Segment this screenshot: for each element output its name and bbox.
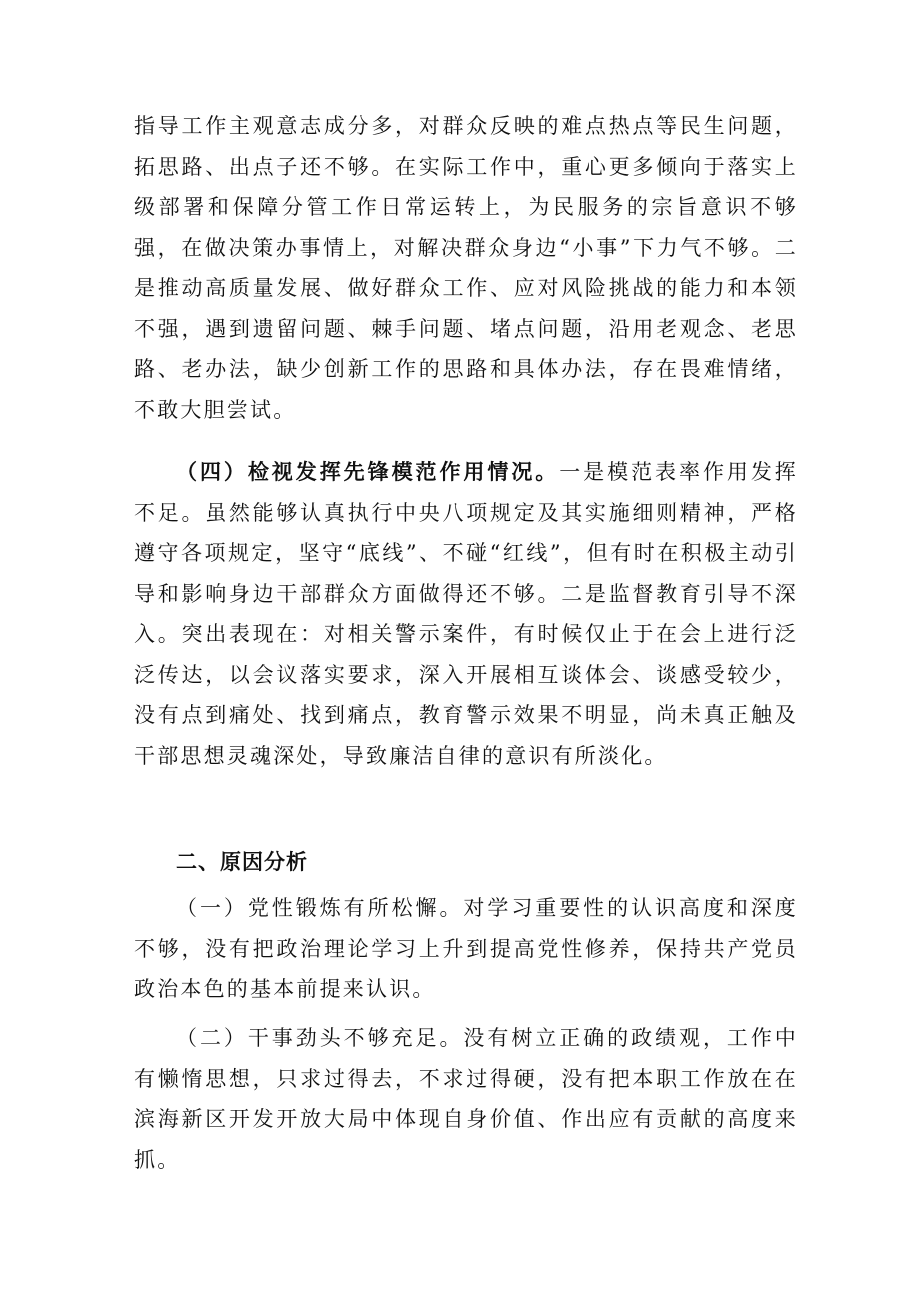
subsection-body-4: 一是模范表率作用发挥不足。虽然能够认真执行中央八项规定及其实施细则精神，严格遵守各项规定，坚守“底线”、不碰“红线”，但有时在积极主动引导和影响身边干部群众方面做得还不够。二是监督教育引导不深入。突出表现在：对相关警示案件，有时候仅止于在会上进行泛泛传达，以会议落实要求，深入开展相互谈体会、谈感受较少，没有点到痛处、找到痛点，教育警示效果不明显，尚未真正触及干部思想灵魂深处，导致廉洁自律的意识有所淡化。 (134, 460, 799, 768)
subsection-heading-4: （四）检视发挥先锋模范作用情况。 (176, 459, 560, 484)
section-heading-cause-analysis: 二、原因分析 (176, 850, 308, 874)
body-paragraph-2 (134, 452, 798, 776)
body-paragraph-1: 指导工作主观意志成分多，对群众反映的难点热点等民生问题，拓思路、出点子还不够。在实际工作中，重心更多倾向于落实上级部署和保障分管工作日常运转上，为民服务的宗旨意识不够强，在做决策办事情上，对解决群众身边“小事”下力气不够。二是推动高质量发展、做好群众工作、应对风险挑战的能力和本领不强，遇到遗留问题、棘手问题、堵点问题，沿用老观念、老思路、老办法，缺少创新工作的思路和具体办法，存在畏难情绪，不敢大胆尝试。 (134, 114, 798, 422)
body-paragraph-3: （一）党性锻炼有所松懈。对学习重要性的认识高度和深度不够，没有把政治理论学习上升到提高党性修养，保持共产党员政治本色的基本前提来认识。 (134, 896, 798, 1001)
body-paragraph-4: （二）干事劲头不够充足。没有树立正确的政绩观，工作中有懒惰思想，只求过得去，不求过得硬，没有把本职工作放在在滨海新区开发开放大局中体现自身价值、作出应有贡献的高度来抓。 (134, 1026, 798, 1172)
